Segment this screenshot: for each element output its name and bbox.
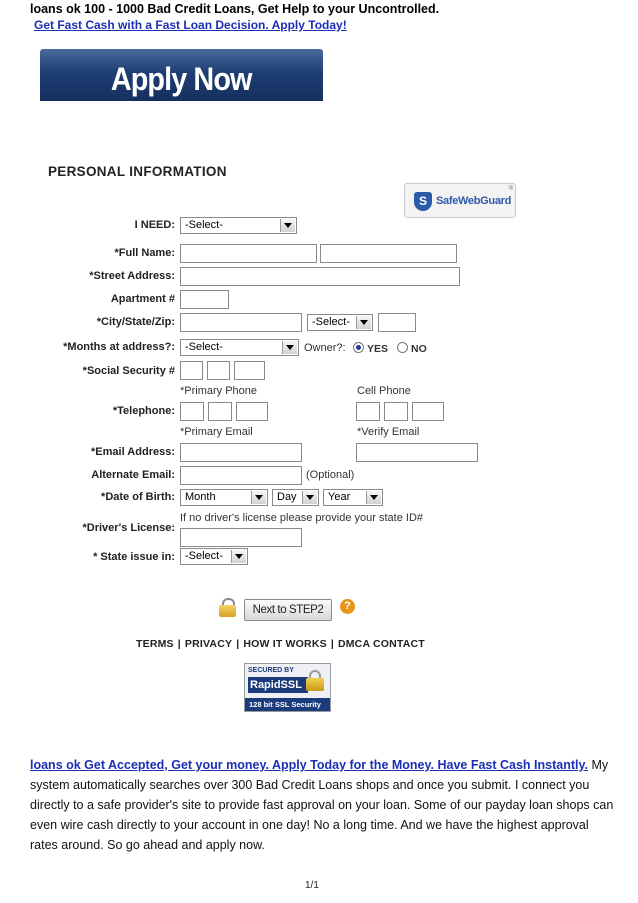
privacy-link[interactable]: PRIVACY bbox=[184, 638, 233, 650]
primary-email-hint: *Primary Email bbox=[180, 426, 253, 438]
lock-icon bbox=[219, 598, 236, 616]
ssn-part1-input[interactable] bbox=[180, 361, 203, 380]
chevron-down-icon bbox=[280, 219, 295, 232]
cell-phone-prefix-input[interactable] bbox=[384, 402, 408, 421]
birth-day-value: Day bbox=[277, 491, 297, 503]
chevron-down-icon bbox=[356, 316, 371, 329]
dmca-contact-link[interactable]: DMCA CONTACT bbox=[337, 638, 425, 650]
telephone-label: *Telephone: bbox=[112, 405, 175, 417]
body-paragraph bbox=[30, 755, 615, 855]
chevron-down-icon bbox=[366, 491, 381, 504]
last-name-input[interactable] bbox=[320, 244, 457, 263]
next-step-button[interactable]: Next to STEP2 bbox=[244, 599, 332, 621]
months-select-value: -Select- bbox=[185, 341, 223, 353]
birth-month-value: Month bbox=[185, 491, 216, 503]
padlock-icon bbox=[306, 670, 324, 692]
alternate-email-input[interactable] bbox=[180, 466, 302, 485]
separator: | bbox=[330, 638, 334, 650]
cell-phone-line-input[interactable] bbox=[412, 402, 444, 421]
cell-phone-hint: Cell Phone bbox=[357, 385, 411, 397]
alternate-email-label: Alternate Email: bbox=[91, 469, 175, 481]
safewebguard-badge bbox=[404, 183, 516, 218]
primary-phone-hint: *Primary Phone bbox=[180, 385, 258, 397]
birth-day-select[interactable] bbox=[272, 489, 319, 506]
safewebguard-name: SafeWebGuard bbox=[436, 195, 512, 207]
months-select[interactable] bbox=[180, 339, 299, 356]
chevron-down-icon bbox=[302, 491, 317, 504]
separator: | bbox=[177, 638, 181, 650]
chevron-down-icon bbox=[282, 341, 297, 354]
need-label: I NEED: bbox=[134, 219, 175, 231]
page-title: loans ok 100 - 1000 Bad Credit Loans, Get Help to your Uncontrolled. bbox=[30, 2, 440, 16]
primary-phone-area-input[interactable] bbox=[180, 402, 204, 421]
footer-links bbox=[136, 638, 425, 650]
primary-phone-line-input[interactable] bbox=[236, 402, 268, 421]
state-issue-label: * State issue in: bbox=[93, 551, 175, 563]
birth-year-value: Year bbox=[328, 491, 351, 503]
chevron-down-icon bbox=[251, 491, 266, 504]
rapidssl-brand: RapidSSL bbox=[248, 677, 308, 693]
apply-now-button[interactable] bbox=[40, 49, 323, 101]
body-text: My system automatically searches over 300 Bad Credit Loans shops and once you submit. I connect you directly to a safe provider's site to provide fast approval on your loan. Some of our payday loan shops can even wire cash directly to your account in one day! No a long time. And we have the highest approval rates around. So go ahead and apply now. bbox=[30, 758, 614, 852]
terms-link[interactable]: TERMS bbox=[136, 638, 174, 650]
cell-phone-area-input[interactable] bbox=[356, 402, 380, 421]
verify-email-input[interactable] bbox=[356, 443, 478, 462]
shield-icon: S bbox=[414, 192, 432, 211]
first-name-input[interactable] bbox=[180, 244, 317, 263]
apartment-input[interactable] bbox=[180, 290, 229, 309]
street-address-input[interactable] bbox=[180, 267, 460, 286]
ssn-part2-input[interactable] bbox=[207, 361, 230, 380]
personal-information-heading: PERSONAL INFORMATION bbox=[48, 164, 227, 179]
state-select[interactable] bbox=[307, 314, 373, 331]
months-at-address-label: *Months at address?: bbox=[63, 341, 175, 353]
ssn-label: *Social Security # bbox=[82, 365, 175, 377]
rapidssl-badge bbox=[244, 663, 331, 712]
email-label: *Email Address: bbox=[91, 446, 175, 458]
drivers-license-label: *Driver's License: bbox=[82, 522, 175, 534]
need-select-value: -Select- bbox=[185, 219, 223, 231]
ssn-part3-input[interactable] bbox=[234, 361, 265, 380]
owner-no-radio[interactable] bbox=[397, 342, 408, 353]
secured-by-text: SECURED BY bbox=[248, 667, 294, 674]
full-name-label: *Full Name: bbox=[114, 247, 175, 259]
owner-yes-label: YES bbox=[367, 343, 389, 355]
ssl-bits-text: 128 bit SSL Security bbox=[245, 698, 330, 711]
drivers-license-input[interactable] bbox=[180, 528, 302, 547]
registered-mark: ® bbox=[508, 186, 513, 192]
state-issue-select[interactable] bbox=[180, 548, 248, 565]
how-it-works-link[interactable]: HOW IT WORKS bbox=[243, 638, 327, 650]
verify-email-hint: *Verify Email bbox=[357, 426, 420, 438]
email-input[interactable] bbox=[180, 443, 302, 462]
primary-phone-prefix-input[interactable] bbox=[208, 402, 232, 421]
help-icon[interactable]: ? bbox=[340, 599, 355, 614]
birth-year-select[interactable] bbox=[323, 489, 383, 506]
state-select-value: -Select- bbox=[312, 316, 350, 328]
get-accepted-link[interactable]: loans ok Get Accepted, Get your money. Apply Today for the Money. Have Fast Cash Instantly. bbox=[30, 758, 588, 772]
chevron-down-icon bbox=[231, 550, 246, 563]
apartment-label: Apartment # bbox=[110, 293, 175, 305]
page-number: 1/1 bbox=[305, 880, 319, 891]
city-state-zip-label: *City/State/Zip: bbox=[96, 316, 175, 328]
street-address-label: *Street Address: bbox=[89, 270, 175, 282]
separator: | bbox=[236, 638, 240, 650]
city-input[interactable] bbox=[180, 313, 302, 332]
optional-hint: (Optional) bbox=[306, 469, 355, 481]
apply-now-label: Apply Now bbox=[111, 61, 252, 97]
owner-yes-radio[interactable] bbox=[353, 342, 364, 353]
fast-cash-link[interactable]: Get Fast Cash with a Fast Loan Decision. Apply Today! bbox=[34, 18, 347, 32]
owner-label: Owner?: bbox=[304, 342, 346, 354]
owner-no-label: NO bbox=[411, 343, 427, 355]
date-of-birth-label: *Date of Birth: bbox=[101, 491, 175, 503]
license-note: If no driver's license please provide your state ID# bbox=[180, 512, 423, 524]
zip-input[interactable] bbox=[378, 313, 416, 332]
need-select[interactable] bbox=[180, 217, 297, 234]
birth-month-select[interactable] bbox=[180, 489, 268, 506]
state-issue-value: -Select- bbox=[185, 550, 223, 562]
